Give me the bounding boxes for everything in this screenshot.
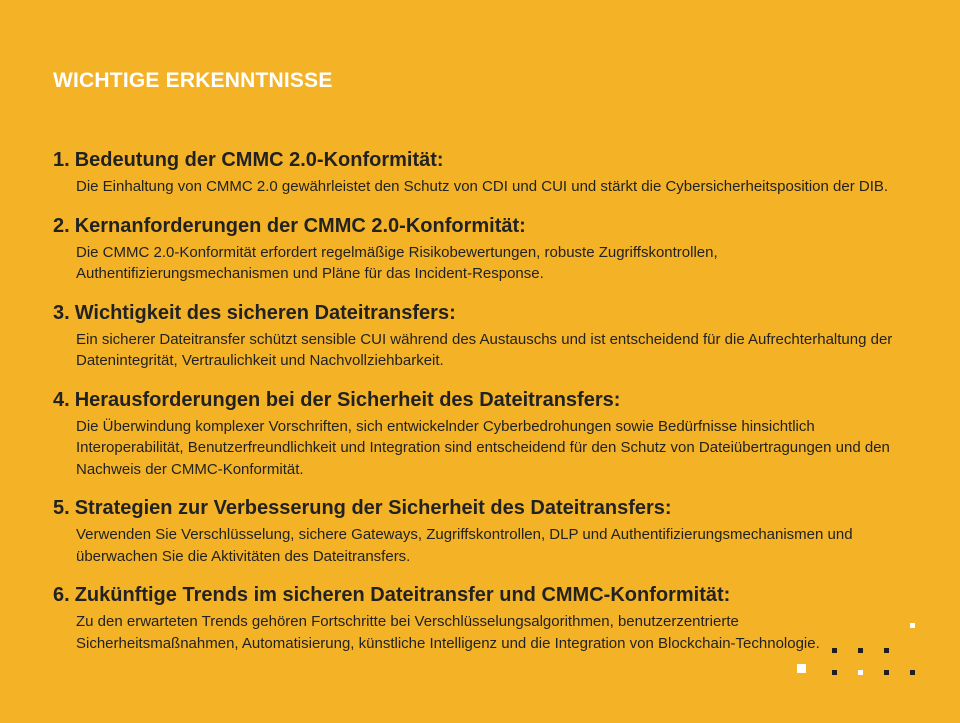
item-title <box>53 494 913 522</box>
item-number: 5. <box>53 497 70 519</box>
item-body: Die CMMC 2.0-Konformität erfordert regelmäßige Risikobewertungen, robuste Zugriffskontrollen, Authentifizierungsmechanismen und Pläne für das Incident-Response. <box>76 243 718 282</box>
item-number: 2. <box>53 214 70 237</box>
item-title <box>53 212 913 240</box>
item-title-text: Bedeutung der CMMC 2.0-Konformität: <box>74 149 444 171</box>
item-title-text: Zukünftige Trends im sicheren Dateitransfer und CMMC-Konformität: <box>74 584 731 606</box>
item-body: Die Einhaltung von CMMC 2.0 gewährleistet den Schutz von CDI und CUI und stärkt die Cybersicherheitsposition der DIB. <box>76 178 889 195</box>
item-body: Die Überwindung komplexer Vorschriften, sich entwickelnder Cyberbedrohungen sowie Bedürfnisse hinsichtlich Interoperabilität, Benutzerfreundlichkeit und Integration sind entscheidend für den Schutz von Dateiübertragungen und den Nachweis der CMMC-Konformität. <box>76 417 890 478</box>
list-item <box>53 146 913 198</box>
item-number: 3. <box>53 301 70 324</box>
list-item <box>53 386 913 481</box>
item-title-text: Strategien zur Verbesserung der Sicherheit des Dateitransfers: <box>74 497 672 519</box>
dot-decoration <box>832 670 837 675</box>
item-number: 6. <box>53 584 70 606</box>
item-body: Verwenden Sie Verschlüsselung, sichere Gateways, Zugriffskontrollen, DLP und Authentifizierungsmechanismen und überwachen Sie die Aktivitäten des Dateitransfers. <box>76 526 853 565</box>
takeaways-list <box>53 146 913 668</box>
item-body: Ein sicherer Dateitransfer schützt sensible CUI während des Austauschs und ist entscheidend für die Aufrechterhaltung der Datenintegrität, Vertraulichkeit und Nachvollziehbarkeit. <box>76 330 893 369</box>
item-title <box>53 386 913 414</box>
item-title-text: Kernanforderungen der CMMC 2.0-Konformität: <box>74 214 526 237</box>
item-title <box>53 146 913 174</box>
item-body: Zu den erwarteten Trends gehören Fortschritte bei Verschlüsselungsalgorithmen, benutzerzentrierte Sicherheitsmaßnahmen, Automatisierung, künstliche Intelligenz und die Integration von Blockchain-Technologie. <box>76 613 820 652</box>
list-item <box>53 299 913 372</box>
page-heading: WICHTIGE ERKENNTNISSE <box>53 69 333 92</box>
item-number: 4. <box>53 388 70 411</box>
dot-decoration <box>884 670 889 675</box>
item-title-text: Wichtigkeit des sicheren Dateitransfers: <box>74 301 456 324</box>
item-number: 1. <box>53 149 70 171</box>
item-title-text: Herausforderungen bei der Sicherheit des Dateitransfers: <box>74 388 621 411</box>
dot-decoration <box>858 670 863 675</box>
item-title <box>53 581 913 609</box>
item-title <box>53 299 913 327</box>
list-item <box>53 212 913 285</box>
list-item <box>53 494 913 567</box>
list-item <box>53 581 913 654</box>
dot-decoration <box>910 670 915 675</box>
